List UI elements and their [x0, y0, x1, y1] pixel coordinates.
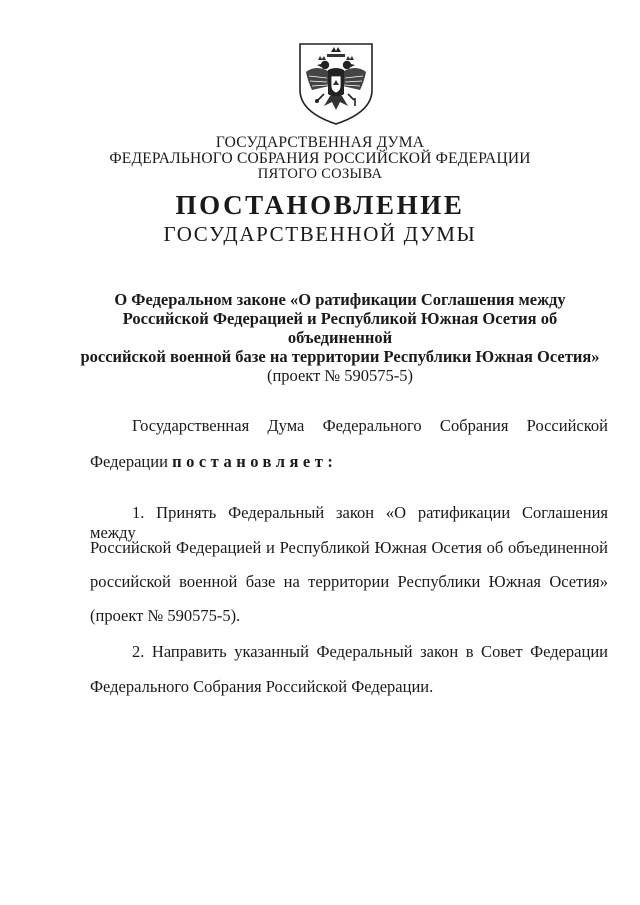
document-title: ПОСТАНОВЛЕНИЕ — [175, 190, 465, 220]
org-name-line1: ГОСУДАРСТВЕННАЯ ДУМА — [215, 134, 425, 151]
subject-line1: О Федеральном законе «О ратификации Соглашения между — [114, 290, 566, 309]
org-name-line2: ФЕДЕРАЛЬНОГО СОБРАНИЯ РОССИЙСКОЙ ФЕДЕРАЦИИ — [109, 150, 531, 167]
subject-line2: Российской Федерацией и Республикой Южная Осетия об объединенной — [122, 309, 558, 347]
item1-line2: Российской Федерацией и Республикой Южная Осетия об объединенной — [90, 538, 608, 557]
intro-line1: Государственная Дума Федерального Собрания Российской — [132, 416, 608, 435]
convocation-label: ПЯТОГО СОЗЫВА — [257, 166, 383, 182]
subject-line3: российской военной базе на территории Республики Южная Осетия» — [80, 347, 600, 366]
coat-of-arms-icon — [294, 38, 378, 126]
item1-line3: российской военной базе на территории Республики Южная Осетия» — [90, 572, 608, 591]
item2-line2: Федерального Собрания Российской Федерации. — [90, 677, 434, 696]
item1-line1: 1. Принять Федеральный закон «О ратификации Соглашения между — [90, 503, 608, 542]
subject-block — [80, 290, 600, 385]
item1-line4: (проект № 590575-5). — [90, 606, 241, 625]
intro-line2 — [90, 452, 608, 472]
intro-verb: постановляет: — [172, 452, 338, 471]
intro-line2-start: Федерации — [90, 452, 173, 471]
document-subtitle: ГОСУДАРСТВЕННОЙ ДУМЫ — [163, 222, 477, 246]
item2-line1: 2. Направить указанный Федеральный закон в Совет Федерации — [132, 642, 608, 661]
subject-project-number: (проект № 590575-5) — [266, 366, 414, 385]
